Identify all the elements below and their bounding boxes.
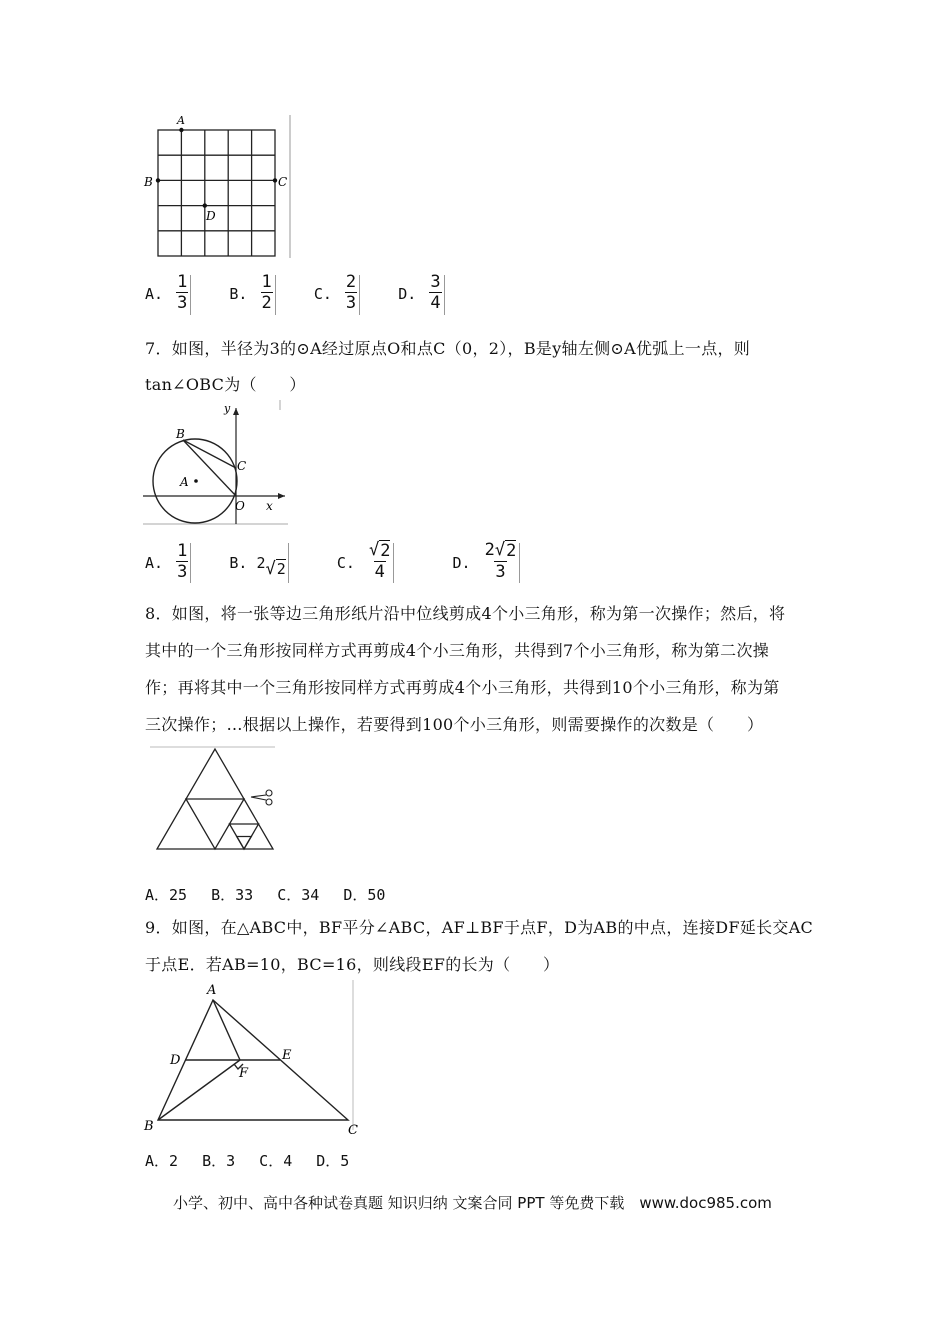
divider — [275, 275, 276, 315]
radical-sign: √ — [265, 558, 276, 579]
q6-option-c-fraction — [345, 272, 357, 313]
divider — [190, 275, 191, 315]
q6-option-d-letter: D. — [398, 285, 417, 303]
q7-option-c-sqrt — [369, 540, 391, 561]
q9-triangle-figure — [140, 980, 362, 1140]
denominator: 3 — [177, 293, 188, 313]
q6-option-b-letter: B. — [229, 285, 248, 303]
denominator: 3 — [345, 293, 357, 313]
numerator: 1 — [177, 540, 188, 561]
q7-label-b: B — [176, 427, 185, 441]
q9-text-line1: 9．如图，在△ABC中，BF平分∠ABC，AF⊥BF于点F，D为AB的中点，连接DF延长交AC — [145, 918, 814, 937]
q7-option-c-fraction — [368, 540, 392, 582]
q7-option-a-letter: A. — [145, 553, 164, 572]
q7-option-b-letter: B. 2 — [229, 553, 266, 572]
q9-label-a: A — [207, 983, 217, 998]
numerator: 3 — [430, 272, 441, 292]
divider — [190, 543, 191, 583]
q6-option-a-letter: A. — [145, 285, 164, 303]
q7-option-d[interactable] — [452, 540, 521, 582]
q6-label-b: B — [144, 175, 153, 189]
radicand: 2 — [380, 541, 391, 561]
divider — [288, 543, 289, 583]
q7-option-d-letter: D. — [452, 553, 471, 572]
q9-text-line2: 于点E．若AB=10，BC=16，则线段EF的长为（ ） — [145, 955, 560, 974]
numerator: 2 — [345, 272, 357, 292]
radical-sign: √ — [368, 540, 380, 560]
q8-text-line4: 三次操作；…根据以上操作，若要得到100个小三角形，则需要操作的次数是（ ） — [145, 715, 764, 734]
q8-text-line2: 其中的一个三角形按同样方式再剪成4个小三角形，共得到7个小三角形，称为第二次操 — [145, 641, 770, 660]
q7-text-line1: 7．如图，半径为3的⊙A经过原点O和点C（0，2），B是y轴左侧⊙A优弧上一点，则 — [145, 339, 751, 358]
q6-option-b-fraction — [261, 272, 273, 313]
q7-label-x: x — [266, 499, 273, 513]
q6-option-a[interactable] — [145, 272, 200, 313]
q7-label-c: C — [237, 459, 247, 473]
q6-label-a: A — [177, 114, 185, 127]
denominator: 3 — [495, 562, 506, 582]
q7-option-a-fraction — [176, 541, 188, 582]
q7-label-a: A — [180, 475, 189, 489]
q8-text-line3: 作；再将其中一个三角形按同样方式再剪成4个小三角形，共得到10个小三角形，称为第 — [145, 678, 780, 697]
denominator: 3 — [177, 561, 188, 582]
denominator: 4 — [374, 562, 385, 582]
q9-label-d: D — [170, 1053, 181, 1068]
q6-option-b[interactable] — [229, 272, 284, 313]
coefficient: 2 — [484, 540, 495, 560]
numerator: 1 — [177, 272, 188, 292]
q9-label-c: C — [348, 1123, 358, 1138]
q7-label-o: O — [235, 499, 245, 513]
q6-options — [145, 274, 445, 315]
q9-label-f: F — [239, 1066, 249, 1081]
q8-options[interactable]: A．25 B．33 C．34 D．50 — [145, 886, 386, 904]
q6-label-c: C — [278, 175, 288, 189]
q7-option-b[interactable] — [229, 553, 297, 579]
divider — [519, 543, 520, 583]
q7-option-d-fraction — [484, 540, 518, 582]
q6-option-c-letter: C. — [313, 285, 332, 303]
divider — [393, 543, 394, 583]
q6-grid-figure — [140, 110, 300, 260]
q7-label-y: y — [224, 402, 231, 415]
q6-option-d-fraction — [429, 272, 441, 313]
q7-option-c-letter: C. — [336, 553, 355, 572]
q7-options — [145, 542, 520, 584]
q7-option-d-sqrt — [495, 540, 517, 561]
denominator: 4 — [430, 293, 441, 313]
q6-option-d[interactable] — [398, 272, 444, 313]
q7-text-line2: tan∠OBC为（ ） — [145, 375, 306, 394]
radicand: 2 — [506, 541, 517, 561]
q7-circle-figure — [140, 400, 290, 526]
radicand: 2 — [276, 559, 286, 578]
q9-label-b: B — [144, 1119, 154, 1134]
q7-option-b-sqrt — [266, 559, 286, 579]
page-footer: 小学、初中、高中各种试卷真题 知识归纳 文案合同 PPT 等免费下载 www.doc985.com — [173, 1194, 772, 1212]
denominator: 2 — [261, 293, 272, 313]
q8-text-line1: 8．如图，将一张等边三角形纸片沿中位线剪成4个小三角形，称为第一次操作；然后，将 — [145, 604, 786, 623]
q9-options[interactable]: A．2 B．3 C．4 D．5 — [145, 1152, 350, 1170]
divider — [359, 275, 360, 315]
radical-sign: √ — [494, 540, 506, 560]
q6-label-d: D — [206, 209, 216, 223]
q8-triangle-figure — [145, 744, 285, 854]
q7-option-a[interactable] — [145, 540, 200, 582]
numerator: 1 — [261, 272, 272, 292]
divider — [444, 275, 445, 315]
q6-option-c[interactable] — [313, 272, 369, 313]
q6-option-a-fraction — [176, 272, 188, 313]
q7-option-c[interactable] — [336, 540, 404, 582]
q9-label-e: E — [282, 1048, 292, 1063]
